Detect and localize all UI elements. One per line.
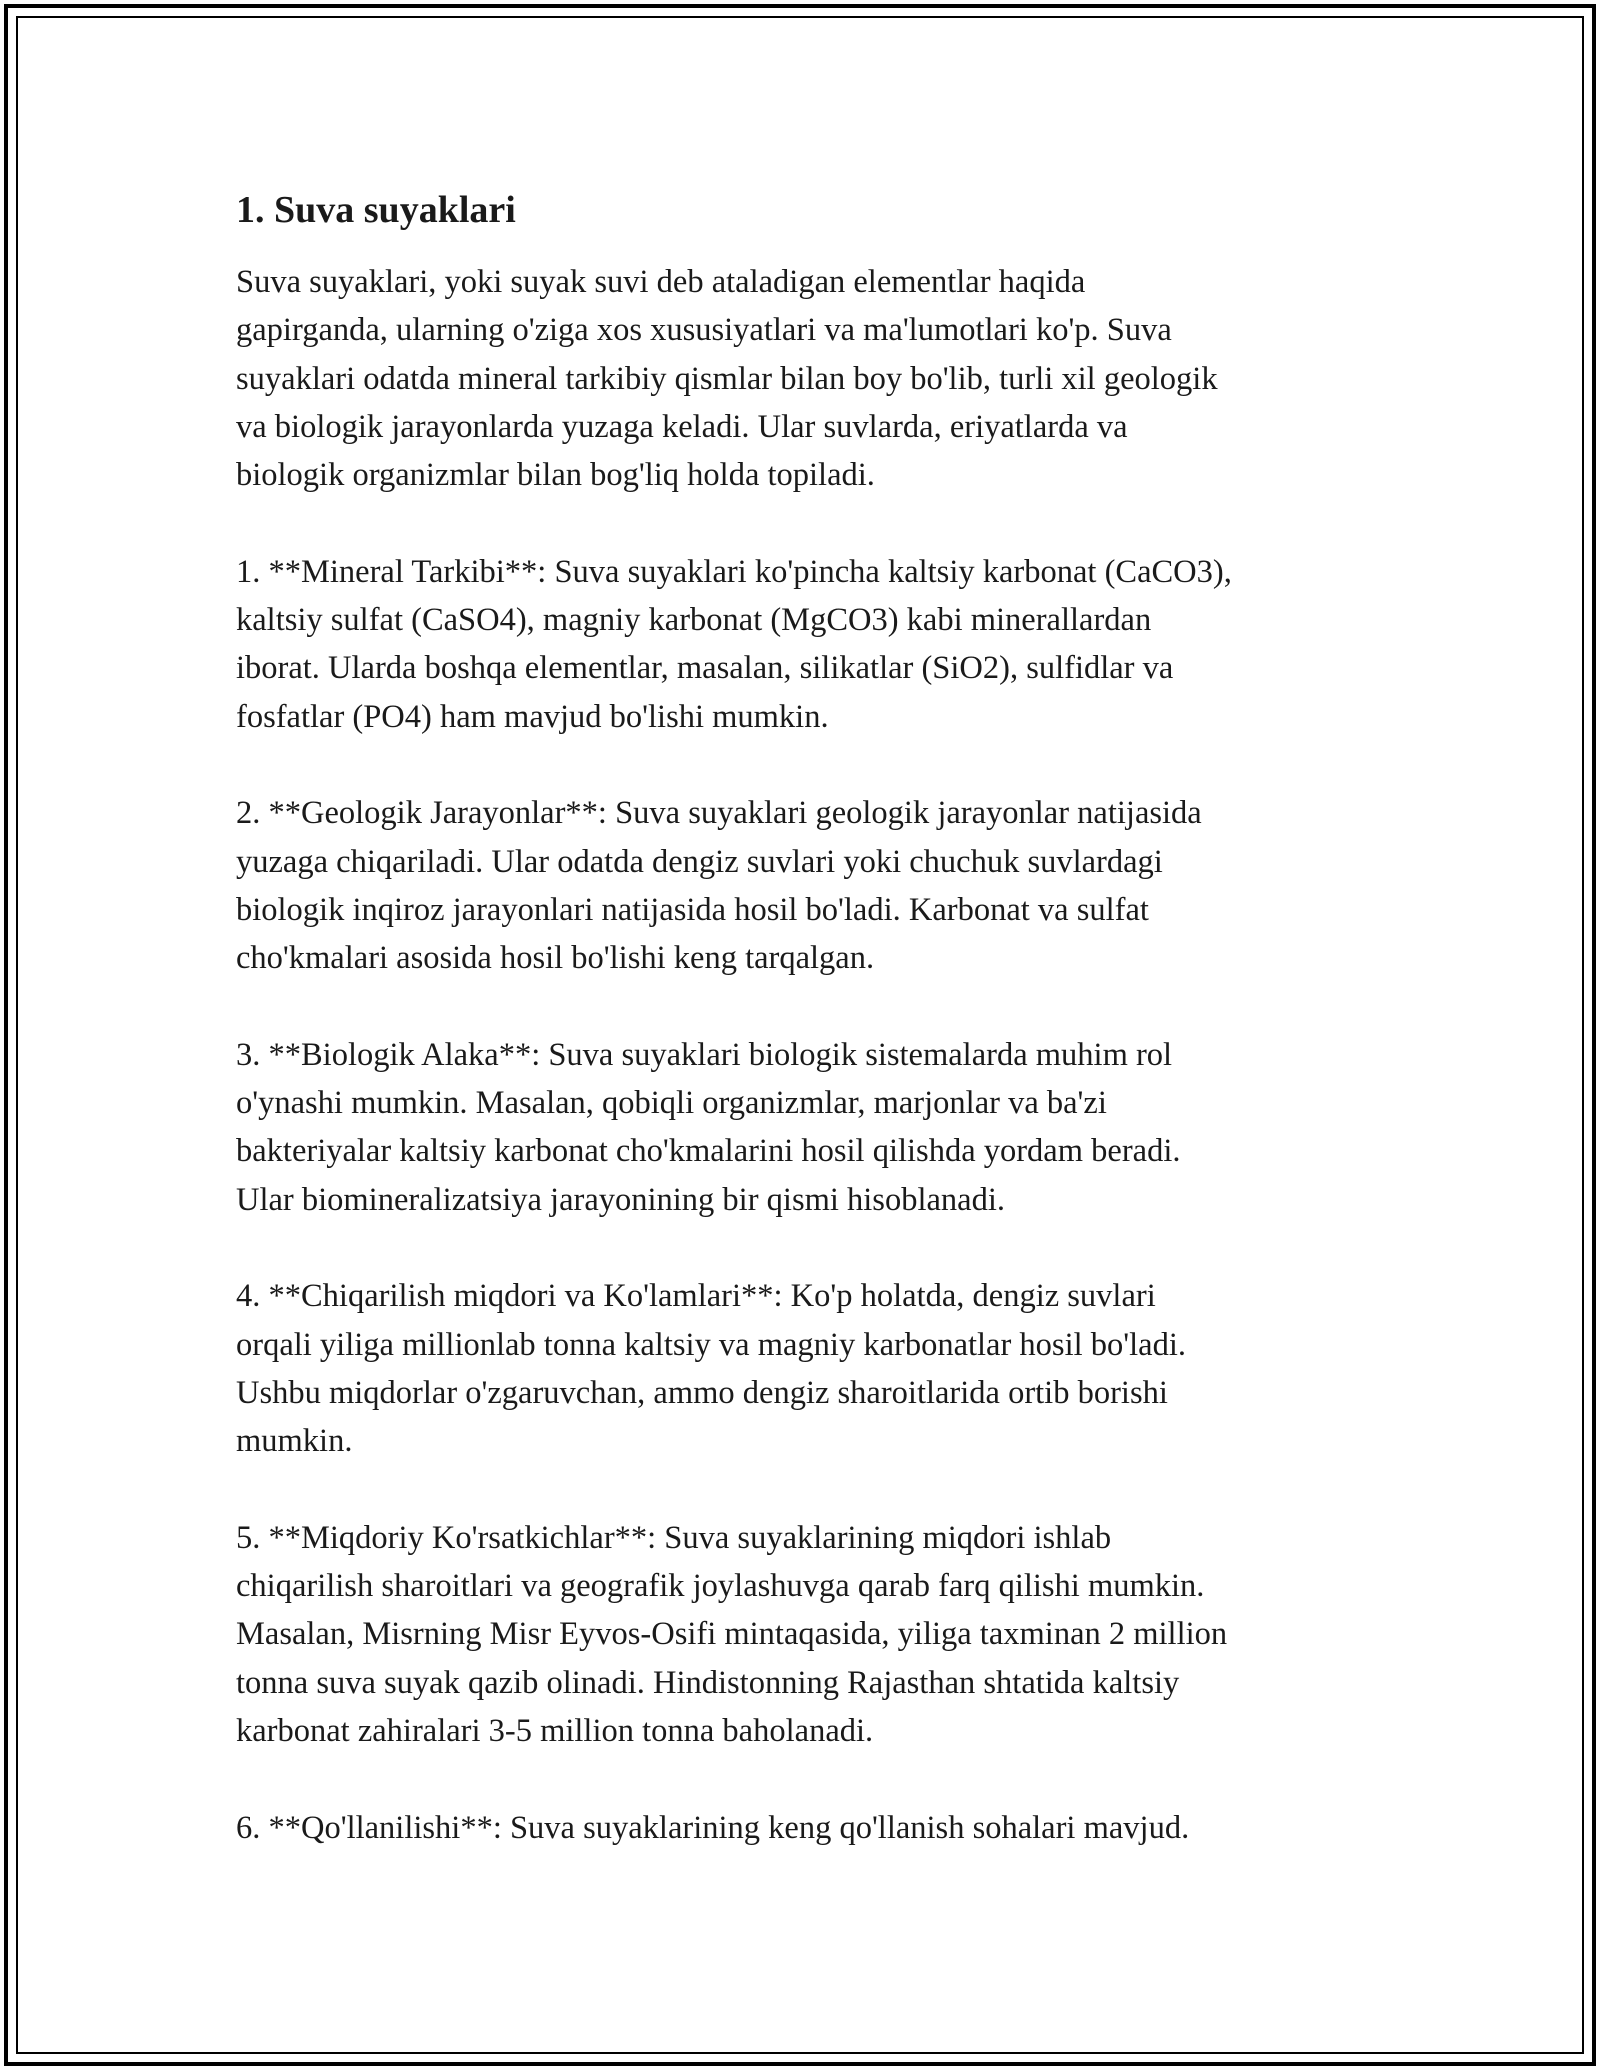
list-item-geologik-jarayonlar: 2. **Geologik Jarayonlar**: Suva suyaklari geologik jarayonlar natijasida yuzaga chiqariladi. Ular odatda dengiz suvlari yoki chuchuk suvlardagi biologik inqiroz jarayonlari natijasida hosil bo'ladi. Karbonat va sulfat cho'kmalari asosida hosil bo'lishi keng tarqalgan. <box>236 795 1202 977</box>
list-item-chiqarilish-miqdori: 4. **Chiqarilish miqdori va Ko'lamlari**: Ko'p holatda, dengiz suvlari orqali yiliga millionlab tonna kaltsiy va magniy karbonatlar hosil bo'ladi. Ushbu miqdorlar o'zgaruvchan, ammo dengiz sharoitlarida ortib borishi mumkin. <box>236 1278 1186 1460</box>
document-body <box>236 186 1396 1900</box>
list-item-mineral-tarkibi: 1. **Mineral Tarkibi**: Suva suyaklari ko'pincha kaltsiy karbonat (CaCO3), kaltsiy sulfat (CaSO4), magniy karbonat (MgCO3) kabi minerallardan iborat. Ularda boshqa elementlar, masalan, silikatlar (SiO2), sulfidlar va fosfatlar (PO4) ham mavjud bo'lishi mumkin. <box>236 553 1232 735</box>
intro-paragraph: Suva suyaklari, yoki suyak suvi deb ataladigan elementlar haqida gapirganda, ularning o'ziga xos xususiyatlari va ma'lumotlari ko'p. Suva suyaklari odatda mineral tarkibiy qismlar bilan boy bo'lib, turli xil geologik va biologik jarayonlarda yuzaga keladi. Ular suvlarda, eriyatlarda va biologik organizmlar bilan bog'liq holda topiladi. <box>236 264 1218 494</box>
list-item-biologik-alaka: 3. **Biologik Alaka**: Suva suyaklari biologik sistemalarda muhim rol o'ynashi mumkin. Masalan, qobiqli organizmlar, marjonlar va ba'zi bakteriyalar kaltsiy karbonat cho'kmalarini hosil qilishda yordam beradi. Ular biomineralizatsiya jarayonining bir qismi hisoblanadi. <box>236 1036 1181 1218</box>
list-item-miqdoriy-korsatkichlar: 5. **Miqdoriy Ko'rsatkichlar**: Suva suyaklarining miqdori ishlab chiqarilish sharoitlari va geografik joylashuvga qarab farq qilishi mumkin. Masalan, Misrning Misr Eyvos-Osifi mintaqasida, yiliga taxminan 2 million tonna suva suyak qazib olinadi. Hindistonning Rajasthan shtatida kaltsiy karbonat zahiralari 3-5 million tonna baholanadi. <box>236 1519 1228 1749</box>
list-item-qollanilishi: 6. **Qo'llanilishi**: Suva suyaklarining keng qo'llanish sohalari mavjud. <box>236 1809 1190 1846</box>
section-heading: 1. Suva suyaklari <box>236 189 516 231</box>
